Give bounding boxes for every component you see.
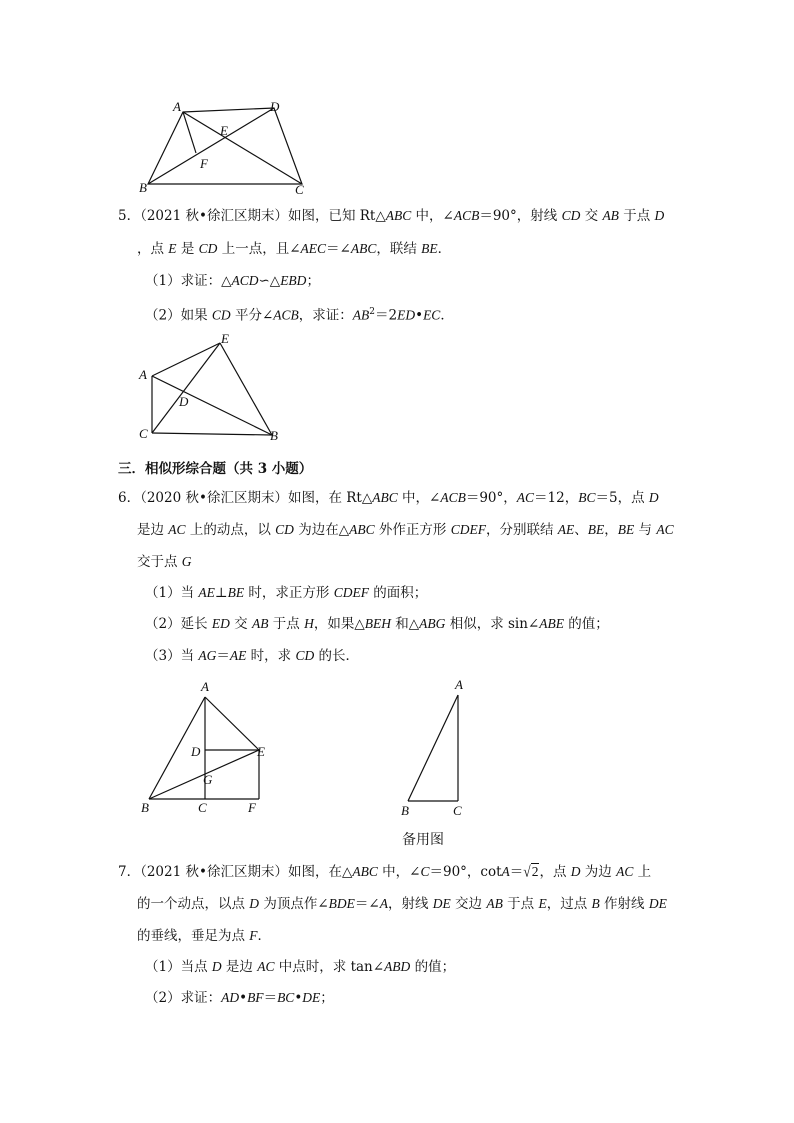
- label-a: A: [139, 367, 147, 382]
- diagonal-ac: [183, 112, 302, 184]
- q6-line3: 交于点 G: [137, 554, 192, 570]
- label-e: E: [220, 123, 228, 138]
- segment-cb: [152, 433, 272, 435]
- label-b: B: [141, 800, 149, 815]
- q6-sub3: （3）当 AG＝AE 时，求 CD 的长．: [145, 648, 360, 664]
- segment-eb: [220, 343, 272, 435]
- backup-figure-caption: 备用图: [402, 832, 444, 848]
- label-d: D: [191, 744, 201, 759]
- label-c: C: [453, 803, 462, 818]
- segment-ab: [152, 376, 272, 435]
- segment-ae: [205, 697, 259, 750]
- q7-line1: 7．（2021 秋•徐汇区期末）如图，在△ABC 中，∠C＝90°，cotA＝√2，点 D 为边 AC 上: [118, 862, 652, 881]
- label-b: B: [270, 428, 278, 443]
- section-heading: 三．相似形综合题（共 3 小题）: [118, 461, 313, 477]
- segment-ae: [152, 343, 220, 376]
- q6-line1: 6．（2020 秋•徐汇区期末）如图，在 Rt△ABC 中，∠ACB＝90°，AC＝12，BC＝5，点 D: [118, 490, 659, 506]
- figure-q5: [132, 330, 292, 445]
- q5-sub1: （1）求证：△ACD∽△EBD；: [145, 273, 320, 289]
- q7-sub1: （1）当点 D 是边 AC 中点时，求 tan∠ABD 的值；: [145, 959, 456, 975]
- segment-ce: [152, 343, 220, 433]
- label-c: C: [198, 800, 207, 815]
- q7-line3: 的垂线，垂足为点 F．: [137, 928, 272, 944]
- q7-sub2: （2）求证：AD•BF＝BC•DE；: [145, 990, 334, 1006]
- sqrt-symbol: √2: [523, 862, 539, 881]
- label-a: A: [173, 99, 181, 114]
- q5-sub2: （2）如果 CD 平分∠ACB，求证：$AB^2=2ED•EC$．: [145, 307, 454, 324]
- label-c: C: [139, 426, 148, 441]
- label-d: D: [270, 99, 280, 114]
- figure-q6-backup: [395, 676, 475, 821]
- q5-line1: 5．（2021 秋•徐汇区期末）如图，已知 Rt△ABC 中，∠ACB＝90°，射线 CD 交 AB 于点 D: [118, 208, 665, 224]
- label-e: E: [257, 744, 265, 759]
- label-f: F: [200, 156, 208, 171]
- label-c: C: [295, 182, 304, 197]
- figure-q6-main: [135, 676, 285, 821]
- q6-line2: 是边 AC 上的动点，以 CD 为边在△ABC 外作正方形 CDEF，分别联结 AE、BE，BE 与 AC: [137, 522, 674, 538]
- q6-sub1: （1）当 AE⊥BE 时，求正方形 CDEF 的面积；: [145, 585, 428, 601]
- segment-ab: [408, 695, 458, 801]
- q7-line2: 的一个动点，以点 D 为顶点作∠BDE＝∠A，射线 DE 交边 AB 于点 E，过点 B 作射线 DE: [137, 896, 667, 912]
- label-b: B: [139, 180, 147, 195]
- label-b: B: [401, 803, 409, 818]
- label-d: D: [179, 394, 189, 409]
- label-e: E: [221, 331, 229, 346]
- label-g: G: [203, 772, 213, 787]
- label-a: A: [201, 679, 209, 694]
- label-f: F: [248, 800, 256, 815]
- label-a: A: [455, 677, 463, 692]
- q6-sub2: （2）延长 ED 交 AB 于点 H，如果△BEH 和△ABG 相似，求 sin∠ABE 的值；: [145, 616, 609, 632]
- q5-line2: ，点 E 是 CD 上一点，且∠AEC＝∠ABC，联结 BE．: [137, 241, 452, 257]
- figure-trapezoid: [130, 95, 330, 200]
- trapezoid-outline: [148, 108, 302, 184]
